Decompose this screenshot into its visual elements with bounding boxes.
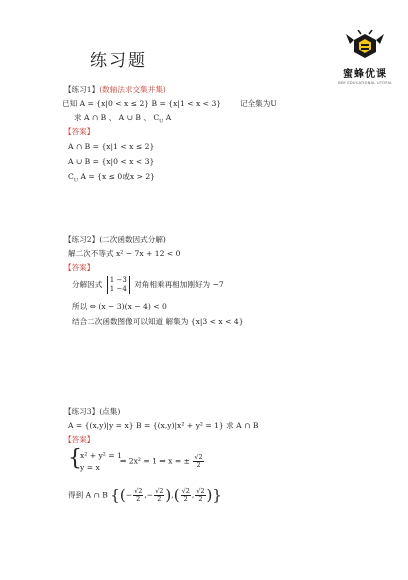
exercise-1-answer-3-tail: A = {x ≤ 0或x > 2} — [78, 172, 155, 181]
exercise-1 — [64, 86, 384, 196]
set-open-brace: { — [110, 486, 120, 505]
exercise-1-answer-2: A ∪ B = {x|0 < x < 3} — [68, 157, 155, 166]
exercise-3 — [64, 408, 384, 518]
exercise-1-answer-1: A ∩ B = {x|1 < x ≤ 2} — [68, 142, 155, 151]
point-1-x-fraction — [133, 488, 143, 503]
logo — [338, 30, 392, 86]
exercise-2-tag: 【练习2】 — [64, 235, 100, 244]
exercise-2-step-2: 所以 ⇔ (x − 3)(x − 4) < 0 — [72, 302, 167, 311]
exercise-3-tag: 【练习3】 — [64, 407, 100, 416]
fraction-sqrt2-over-2 — [193, 454, 203, 469]
factor-note: 对角相乘再相加刚好为 −7 — [134, 279, 224, 289]
point-1-minus-x: − — [125, 490, 133, 500]
fraction-denominator: 2 — [157, 495, 162, 504]
system-equation-2: y = x — [80, 463, 100, 472]
exercise-1-ask: 求 A ∩ B 、 A ∪ B 、 C — [74, 113, 160, 122]
exercise-2-problem: 解二次不等式 x² − 7x + 12 < 0 — [68, 249, 181, 258]
point-1-minus-y: − — [146, 490, 154, 500]
exercise-1-hint: (数轴法求交集并集) — [99, 85, 166, 94]
point-1-y-fraction — [154, 488, 164, 503]
exercise-1-ask-sub: U — [159, 118, 164, 125]
fraction-numerator: √2 — [155, 487, 164, 495]
matrix-row-1: 1 −3 — [109, 276, 127, 284]
logo-subtitle: BEE EDUCATIONAL UTOPIA — [338, 81, 392, 85]
final-label: 得到 A ∩ B — [68, 490, 108, 500]
exercise-1-given: 已知 A = {x|0 < x ≤ 2} B = {x|1 < x < 3} — [62, 99, 222, 108]
points-comma: , — [171, 490, 174, 500]
point-2-open-paren: ( — [173, 486, 180, 505]
factor-label: 分解因式 — [72, 279, 103, 289]
point-1-comma: , — [144, 490, 147, 500]
fraction-numerator: √2 — [196, 487, 205, 495]
exercise-1-answer-3-head: C — [68, 172, 74, 181]
cross-multiplication-matrix — [107, 276, 130, 294]
exercise-3-answer-tag: 【答案】 — [64, 435, 95, 444]
exercise-2-hint: (二次函数因式分解) — [99, 235, 166, 244]
point-2-y-fraction — [195, 488, 205, 503]
exercise-2-step-3: 结合二次函数图像可以知道 解集为 {x|3 < x < 4} — [72, 317, 244, 326]
exercise-2 — [64, 236, 384, 336]
matrix-row-2: 1 −4 — [109, 284, 127, 293]
point-2-comma: , — [191, 490, 195, 500]
exercise-1-ask-tail: A — [163, 113, 172, 122]
logo-text: 蜜蜂优课 — [343, 69, 387, 80]
exercise-2-answer-tag: 【答案】 — [64, 263, 95, 272]
system-result: ⇒ 2x² = 1 ⇒ x = ± — [120, 456, 190, 466]
set-close-brace: } — [212, 486, 222, 505]
point-2-close-paren: ) — [206, 486, 213, 505]
point-1-close-paren: ) — [165, 486, 172, 505]
fraction-denominator: 2 — [136, 495, 141, 504]
fraction-numerator: √2 — [194, 453, 203, 461]
fraction-numerator: √2 — [134, 487, 143, 495]
exercise-1-tag: 【练习1】 — [64, 85, 100, 94]
page-title: 练习题 — [90, 51, 147, 71]
system-equation-1: x² + y² = 1 — [80, 451, 122, 460]
exercise-3-hint: (点集) — [99, 407, 121, 416]
system-brace: { — [68, 446, 82, 471]
bee-logo-icon — [345, 30, 385, 64]
exercise-1-answer-tag: 【答案】 — [64, 127, 95, 136]
fraction-denominator: 2 — [196, 461, 201, 470]
fraction-denominator: 2 — [183, 495, 188, 504]
fraction-numerator: √2 — [181, 487, 190, 495]
exercise-3-given: A = {(x,y)|y = x} B = {(x,y)|x² + y² = 1} 求 A ∩ B — [68, 421, 259, 430]
exercise-1-universe: 记全集为U — [240, 99, 277, 108]
point-1-open-paren: ( — [119, 486, 126, 505]
fraction-denominator: 2 — [198, 495, 203, 504]
point-2-x-fraction — [181, 488, 191, 503]
exercise-1-answer-3-sub: U — [73, 177, 79, 184]
